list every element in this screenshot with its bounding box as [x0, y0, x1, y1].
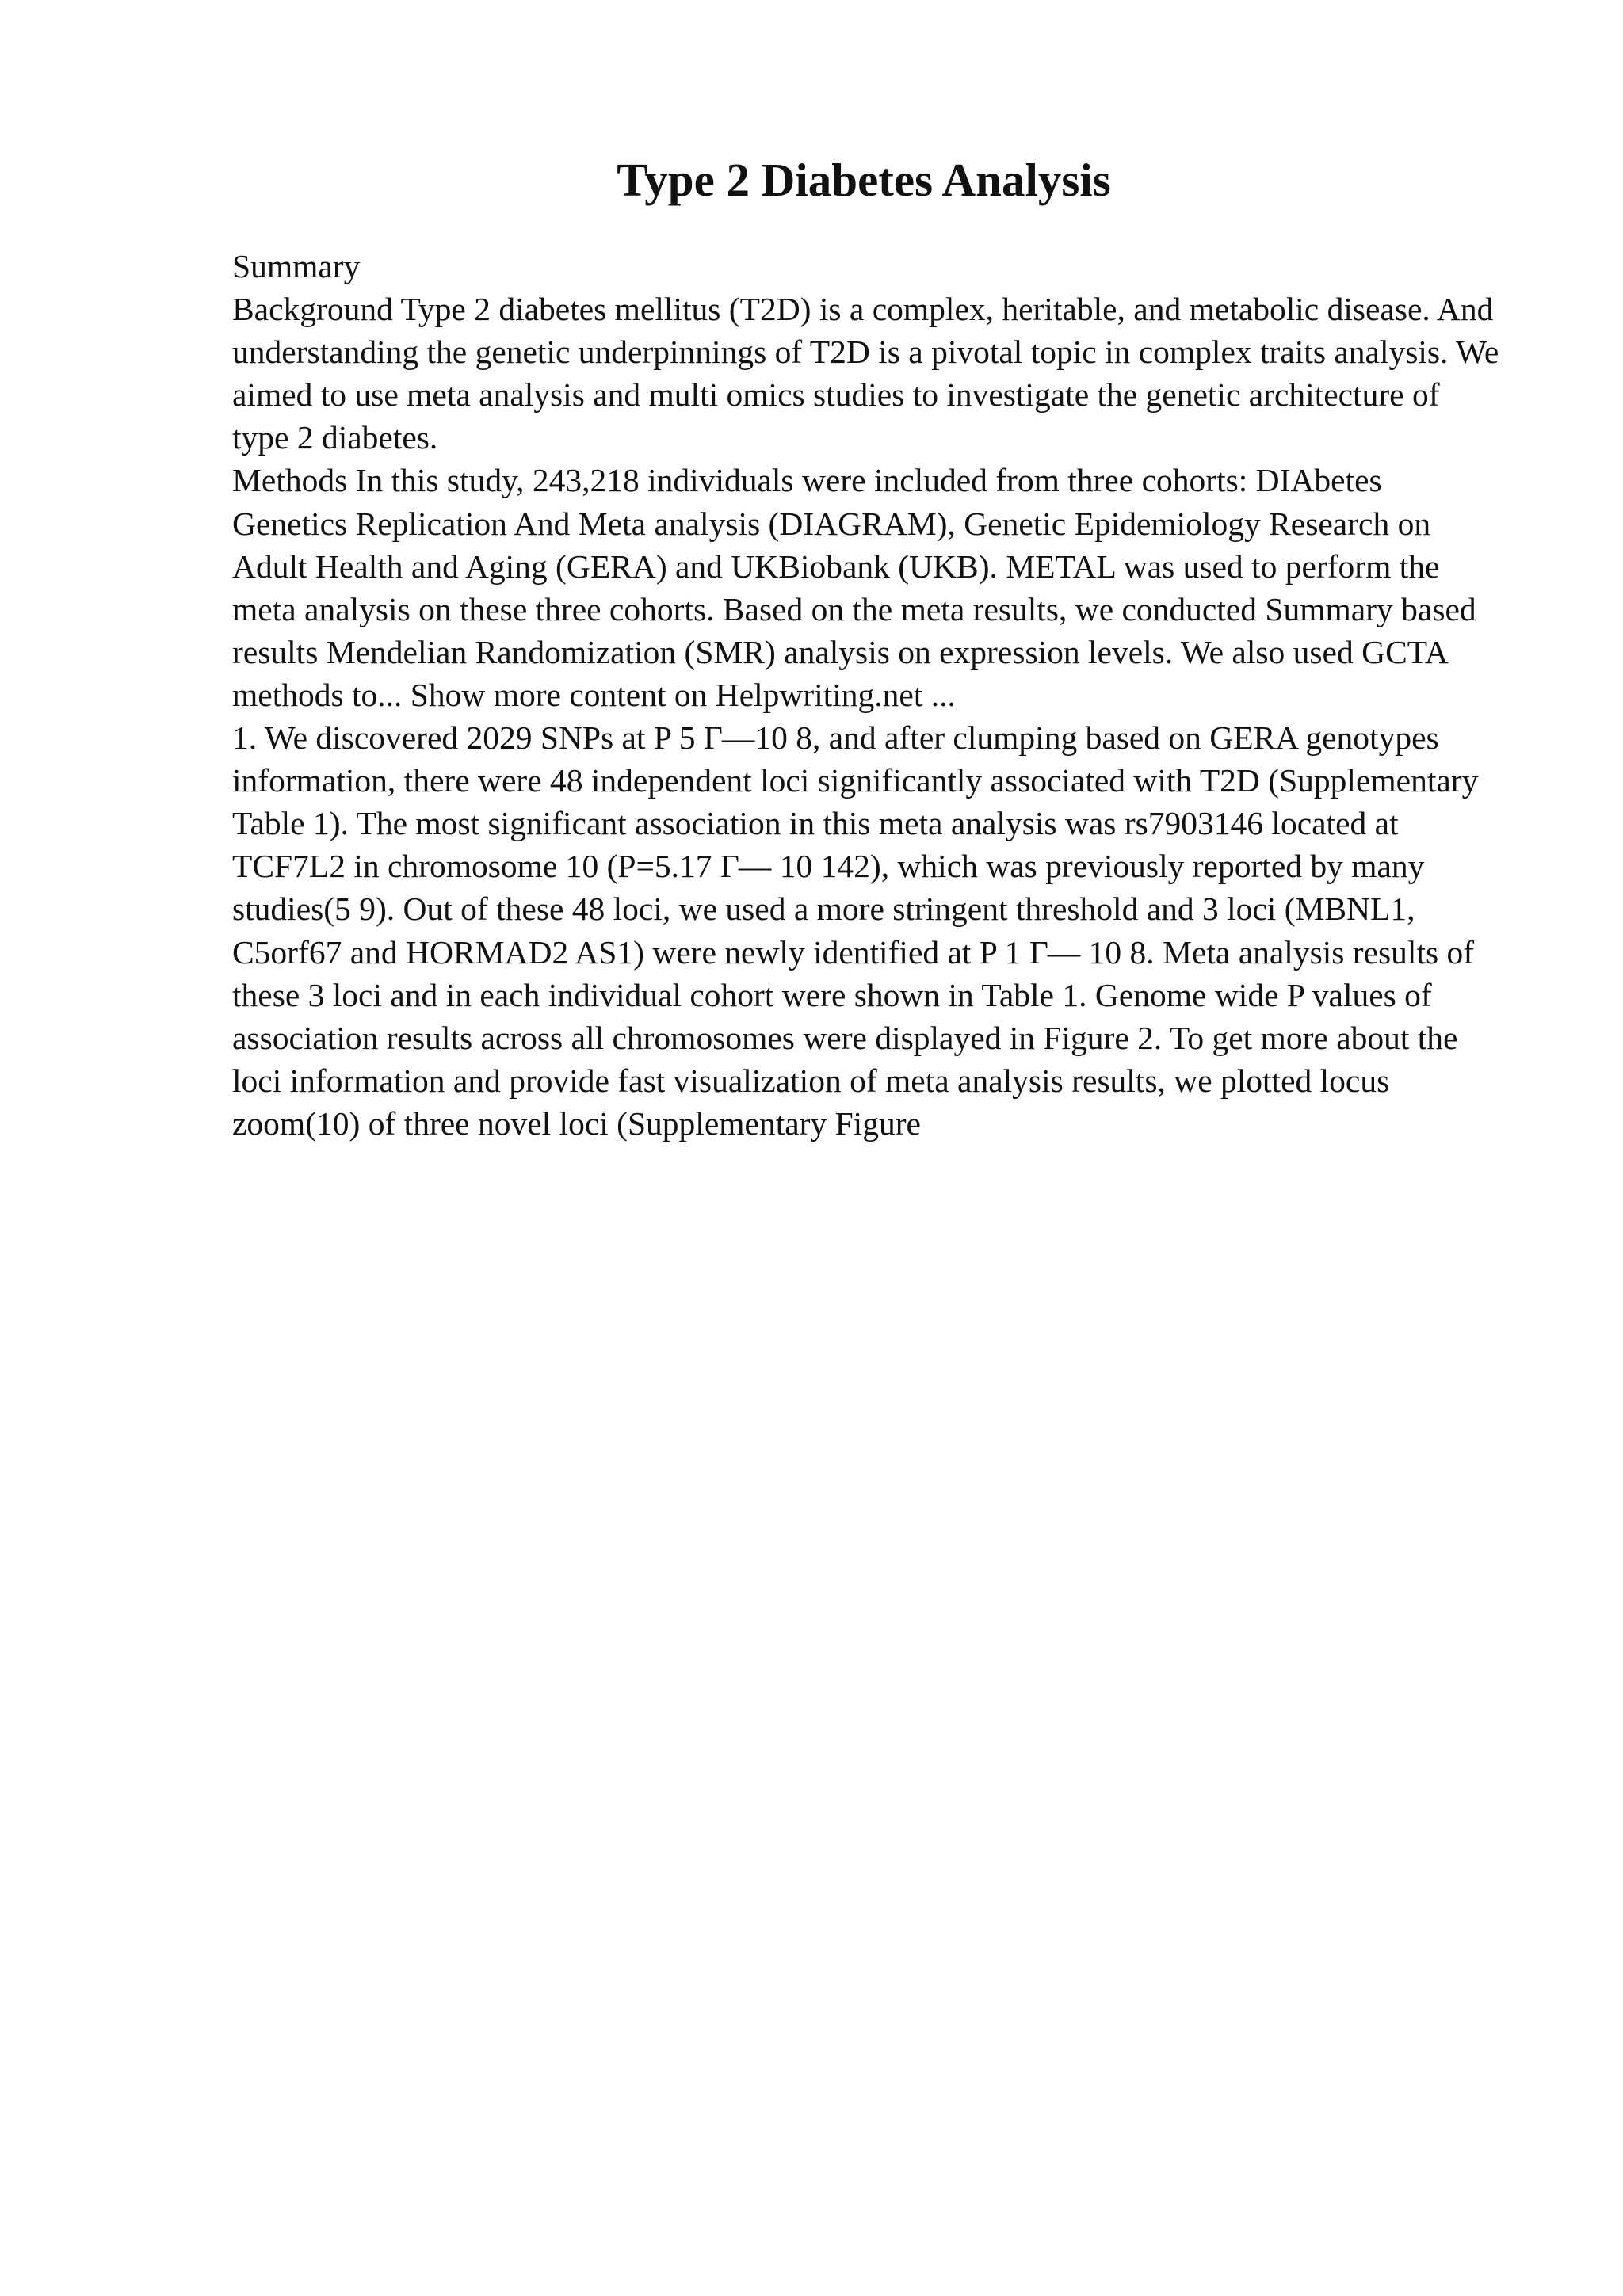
- paragraph-results: 1. We discovered 2029 SNPs at P 5 Г—10 8, and after clumping based on GERA genotypes information, there were 48 independent loci significantly associated with T2D (Supplementary Table 1). The most significant association in this meta analysis was rs7903146 located at TCF7L2 in chromosome 10 (P=5.17 Г— 10 142), which was previously reported by many studies(5 9). Out of these 48 loci, we used a more stringent threshold and 3 loci (MBNL1, C5orf67 and HORMAD2 AS1) were newly identified at P 1 Г— 10 8. Meta analysis results of these 3 loci and in each individual cohort were shown in Table 1. Genome wide P values of association results across all chromosomes were displayed in Figure 2. To get more about the loci information and provide fast visualization of meta analysis results, we plotted locus zoom(10) of three novel loci (Supplementary Figure: [232, 719, 1479, 1142]
- paragraph-background: Background Type 2 diabetes mellitus (T2D) is a complex, heritable, and metabolic disease. And understanding the genetic underpinnings of T2D is a pivotal topic in complex traits analysis. We aimed to use meta analysis and multi omics studies to investigate the genetic architecture of type 2 diabetes.: [232, 291, 1499, 456]
- page-title: Type 2 Diabetes Analysis: [617, 154, 1111, 206]
- document-body: [232, 245, 1500, 1145]
- section-heading-summary: Summary: [232, 248, 361, 284]
- paragraph-methods: Methods In this study, 243,218 individuals were included from three cohorts: DIAbetes Genetics Replication And Meta analysis (DIAGRAM), Genetic Epidemiology Research on Adult Health and Aging (GERA) and UKBiobank (UKB). METAL was used to perform the meta analysis on these three cohorts. Based on the meta results, we conducted Summary based results Mendelian Randomization (SMR) analysis on expression levels. We also used GCTA methods to... Show more content on Helpwriting.net ...: [232, 462, 1476, 713]
